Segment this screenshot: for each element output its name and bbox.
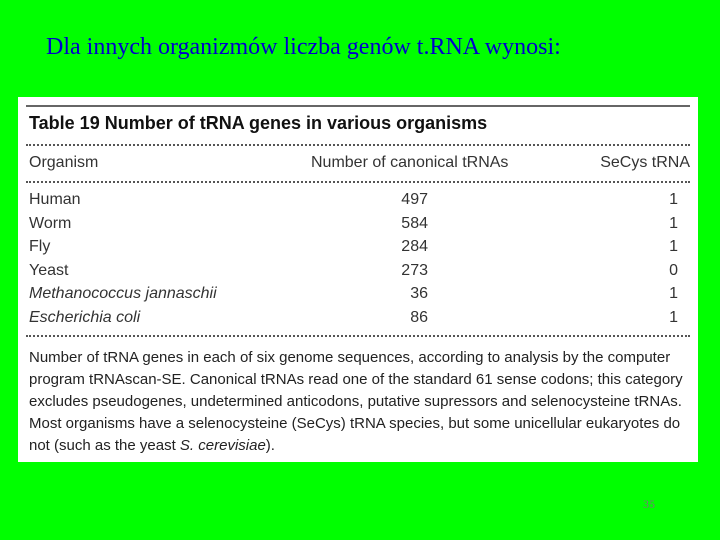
organism-cell: Human <box>29 191 81 208</box>
header-bottom-divider <box>26 181 690 183</box>
secys-count-cell: 1 <box>669 191 678 208</box>
footnote-end: ). <box>265 437 275 454</box>
header-canonical: Number of canonical tRNAs <box>311 154 509 171</box>
table-row <box>18 309 698 332</box>
secys-count-cell: 0 <box>669 261 678 279</box>
canonical-count-cell: 497 <box>401 191 428 208</box>
table-row <box>18 238 698 261</box>
organism-cell: Escherichia coli <box>29 308 141 326</box>
secys-count-cell: 1 <box>669 308 678 326</box>
slide-title: Dla innych organizmów liczba genów t.RNA wynosi: <box>46 34 561 60</box>
footnote-text: Number of tRNA genes in each of six genome sequences, according to analysis by the computer program tRNAscan-SE. Canonical tRNAs read one of the standard 61 sense codons; this category excludes pseudogenes, undetermined anticodons, putative supressors and selenocysteine tRNAs. Most organisms have a selenocysteine (SeCys) tRNA species, but some unicellular eukaryotes do not (such as the yeast <box>29 349 683 454</box>
secys-count-cell: 1 <box>669 238 678 255</box>
secys-count-cell: 1 <box>669 214 678 232</box>
organism-cell: Worm <box>29 214 72 232</box>
canonical-count-cell: 284 <box>401 238 428 255</box>
canonical-count-cell: 86 <box>410 308 428 326</box>
secys-count-cell: 1 <box>669 285 678 302</box>
slide-number: 35 <box>643 497 655 511</box>
table-row <box>18 215 698 238</box>
table-footnote <box>29 347 688 457</box>
table-caption: Table 19 Number of tRNA genes in various organisms <box>29 113 488 133</box>
canonical-count-cell: 584 <box>401 214 428 232</box>
canonical-count-cell: 36 <box>410 285 428 302</box>
organism-cell: Fly <box>29 238 51 255</box>
organism-cell: Yeast <box>29 261 69 279</box>
table-top-rule <box>26 105 690 107</box>
body-bottom-divider <box>26 335 690 337</box>
footnote-species: S. cerevisiae <box>179 437 266 454</box>
header-organism: Organism <box>29 154 99 171</box>
table-row <box>18 191 698 214</box>
header-secys: SeCys tRNA <box>600 154 690 171</box>
table-row <box>18 285 698 308</box>
table-image <box>18 97 698 462</box>
organism-cell: Methanococcus jannaschii <box>29 285 217 302</box>
table-row <box>18 262 698 285</box>
header-divider <box>26 144 690 146</box>
canonical-count-cell: 273 <box>401 261 428 279</box>
